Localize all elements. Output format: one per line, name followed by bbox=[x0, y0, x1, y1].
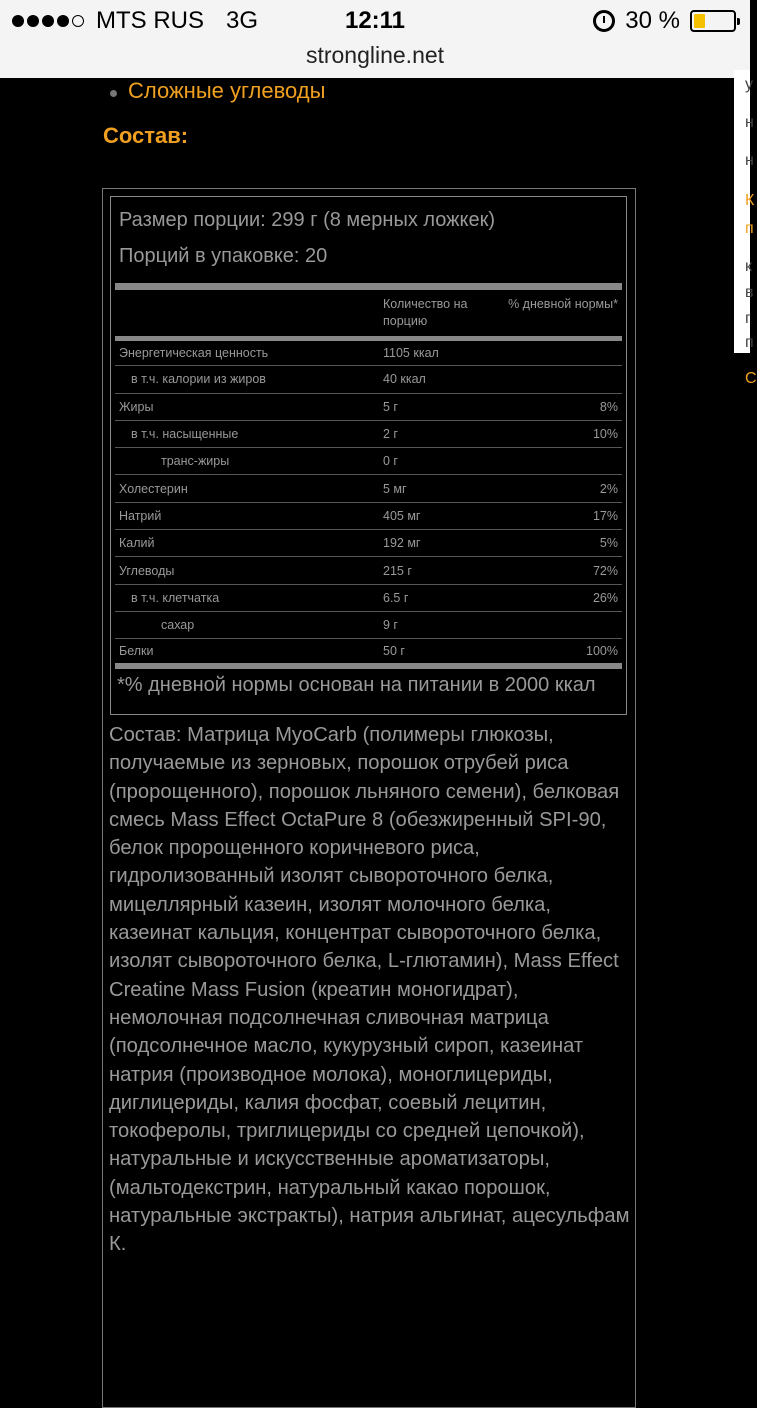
bullet-text: Сложные углеводы bbox=[128, 78, 326, 103]
serving-size: Размер порции: 299 г (8 мерных ложкек) bbox=[119, 209, 496, 231]
alarm-icon bbox=[593, 10, 615, 32]
nutrient-amount: 6.5 г bbox=[379, 584, 503, 611]
page-content bbox=[0, 76, 757, 1334]
nutrient-amount: 40 ккал bbox=[379, 366, 503, 393]
nutrient-name: в т.ч. насыщенные bbox=[115, 420, 379, 447]
ingredients-text: Состав: Матрица MyoCarb (полимеры глюкозы, получаемые из зерновых, порошок отрубей риса (пророщенного), порошок льняного семени), белковая смесь Mass Effect OctaPure 8 (обезжиренный SPI-90, белок пророщенного коричневого риса, гидролизованный изолят сывороточного белка, мицеллярный казеин, изолят молочного белка, казеинат кальция, концентрат сывороточного белка, изолят сывороточного белка, L-глютамин), Mass Effect Creatine Mass Fusion (креатин моногидрат), немолочная подсолнечная сливочная матрица (подсолнечное масло, кукурузный сироп, казеинат натрия (производное молока), моноглицериды, диглицериды, калия фосфат, соевый лецитин, токоферолы, триглицериды со средней цепочкой), натуральные и искусственные ароматизаторы, (мальтодекстрин, натуральный какао порошок, натуральные экстракты), натрия альгинат, ацесульфам К. bbox=[109, 724, 630, 1256]
nutrient-amount: 215 г bbox=[379, 557, 503, 584]
nutrient-daily-value: 26% bbox=[503, 584, 622, 611]
nutrient-daily-value: 100% bbox=[503, 639, 622, 666]
nutrient-amount: 405 мг bbox=[379, 502, 503, 529]
side-text-fragment: К bbox=[745, 192, 755, 209]
nutrient-name: в т.ч. клетчатка bbox=[115, 584, 379, 611]
table-row bbox=[115, 611, 622, 638]
table-row bbox=[115, 530, 622, 557]
nutrient-daily-value bbox=[503, 448, 622, 475]
nutrient-amount: 50 г bbox=[379, 639, 503, 666]
nutrient-daily-value: 17% bbox=[503, 502, 622, 529]
nutrient-name: в т.ч. калории из жиров bbox=[115, 366, 379, 393]
nutrient-amount: 1105 ккал bbox=[379, 339, 503, 366]
nutrient-amount: 192 мг bbox=[379, 530, 503, 557]
nutrient-name: Холестерин bbox=[115, 475, 379, 502]
clock: 12:11 bbox=[344, 7, 406, 34]
footnote: *% дневной нормы основан на питании в 2000 ккал bbox=[117, 674, 596, 696]
header-daily-value: % дневной нормы* bbox=[508, 297, 618, 311]
carrier-name: MTS RUS bbox=[96, 7, 204, 34]
side-text-fragment: п bbox=[745, 334, 754, 351]
network-type: 3G bbox=[226, 7, 259, 34]
nutrient-name: Натрий bbox=[115, 502, 379, 529]
table-row bbox=[115, 557, 622, 584]
bullet-list-item bbox=[110, 78, 325, 104]
battery-percent: 30 % bbox=[625, 7, 680, 34]
nutrient-daily-value: 72% bbox=[503, 557, 622, 584]
nutrient-name: транс-жиры bbox=[115, 448, 379, 475]
side-text-fragment: н bbox=[745, 114, 754, 131]
header-nutrient bbox=[115, 287, 379, 339]
table-row bbox=[115, 393, 622, 420]
nutrient-daily-value: 2% bbox=[503, 475, 622, 502]
table-row bbox=[115, 475, 622, 502]
nutrient-amount: 9 г bbox=[379, 611, 503, 638]
header-amount: Количество на порцию bbox=[383, 297, 468, 328]
nutrient-name: Белки bbox=[115, 639, 379, 666]
nutrition-facts bbox=[110, 196, 627, 715]
nutrient-daily-value: 5% bbox=[503, 530, 622, 557]
nutrient-daily-value bbox=[503, 339, 622, 366]
table-row bbox=[115, 502, 622, 529]
nutrition-table bbox=[115, 283, 622, 669]
nutrient-daily-value bbox=[503, 611, 622, 638]
table-header-row bbox=[115, 287, 622, 339]
nutrient-name: Калий bbox=[115, 530, 379, 557]
table-row bbox=[115, 639, 622, 666]
servings-per-container: Порций в упаковке: 20 bbox=[119, 245, 328, 267]
nutrient-amount: 0 г bbox=[379, 448, 503, 475]
table-row bbox=[115, 366, 622, 393]
side-text-fragment: г bbox=[745, 310, 751, 327]
nutrient-name: сахар bbox=[115, 611, 379, 638]
address-bar[interactable] bbox=[0, 40, 750, 78]
nutrient-amount: 5 г bbox=[379, 393, 503, 420]
nutrient-daily-value: 8% bbox=[503, 393, 622, 420]
nutrient-amount: 5 мг bbox=[379, 475, 503, 502]
side-panel-fragment bbox=[734, 70, 757, 387]
battery-icon bbox=[690, 10, 736, 32]
battery-fill bbox=[694, 14, 705, 28]
nutrient-daily-value bbox=[503, 366, 622, 393]
nutrient-name: Углеводы bbox=[115, 557, 379, 584]
url-text[interactable]: strongline.net bbox=[305, 42, 445, 68]
side-text-fragment: н bbox=[745, 152, 754, 169]
nutrient-amount: 2 г bbox=[379, 420, 503, 447]
bullet-icon bbox=[110, 90, 117, 97]
composition-heading: Состав: bbox=[103, 123, 189, 148]
table-row bbox=[115, 584, 622, 611]
status-right bbox=[593, 7, 736, 35]
table-row bbox=[115, 448, 622, 475]
side-text-fragment: к bbox=[745, 258, 752, 275]
nutrient-name: Энергетическая ценность bbox=[115, 339, 379, 366]
side-text-fragment: в bbox=[745, 284, 754, 301]
nutrient-name: Жиры bbox=[115, 393, 379, 420]
composition-box bbox=[102, 188, 636, 1408]
nutrient-daily-value: 10% bbox=[503, 420, 622, 447]
side-text-fragment: С bbox=[745, 370, 757, 387]
side-text-fragment: у bbox=[745, 76, 753, 93]
table-row bbox=[115, 339, 622, 366]
status-bar bbox=[0, 0, 750, 40]
table-row bbox=[115, 420, 622, 447]
side-text-fragment: п bbox=[745, 220, 754, 237]
